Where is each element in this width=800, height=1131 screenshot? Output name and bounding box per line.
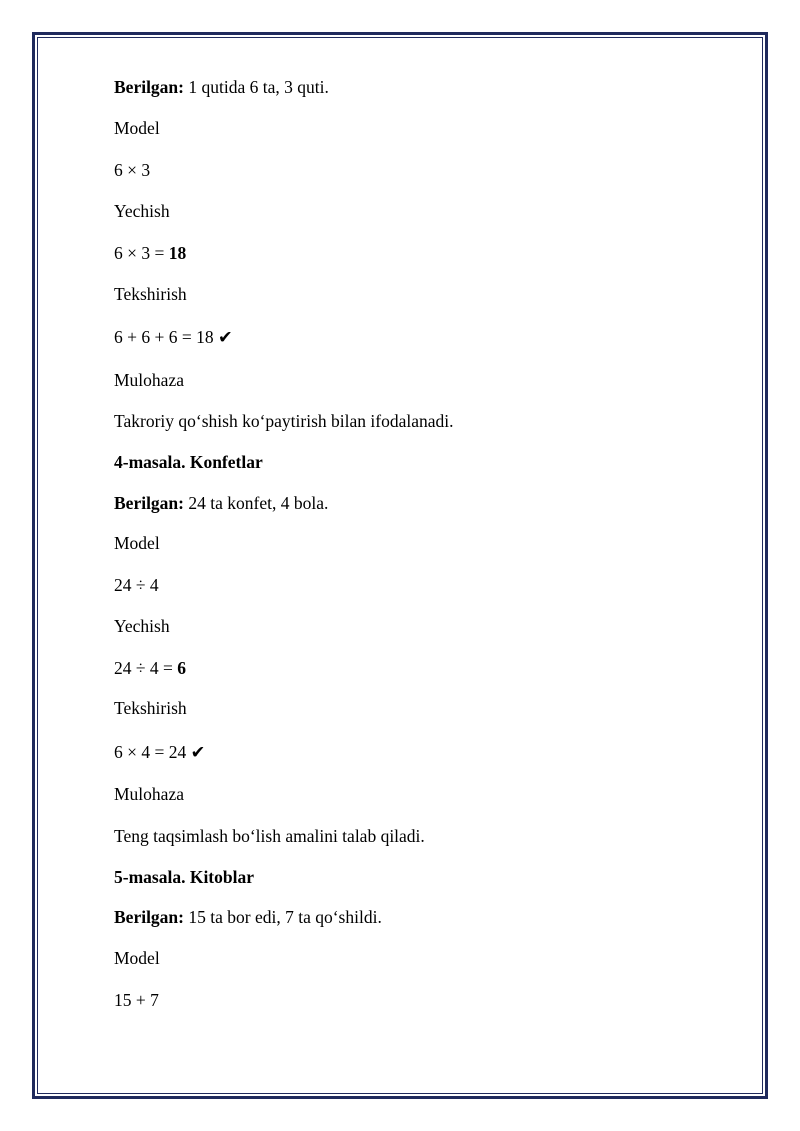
page-border-inner — [37, 37, 763, 1094]
model-label: Model — [114, 118, 160, 138]
section-heading: 5-masala. Kitoblar — [114, 867, 254, 887]
solution-label: Yechish — [114, 616, 170, 636]
remark-label: Mulohaza — [114, 370, 184, 390]
model-expression: 6 × 3 — [114, 160, 151, 180]
check-line: 6 × 4 = 24 ✔ — [114, 742, 206, 762]
remark-text: Teng taqsimlash bo‘lish amalini talab qiladi. — [114, 826, 425, 846]
model-label: Model — [114, 533, 160, 553]
model-label: Model — [114, 948, 160, 968]
solution-line: 24 ÷ 4 = 6 — [114, 658, 186, 678]
given-line: Berilgan: 24 ta konfet, 4 bola. — [114, 493, 329, 513]
model-expression: 15 + 7 — [114, 990, 159, 1010]
solution-label: Yechish — [114, 201, 170, 221]
remark-label: Mulohaza — [114, 784, 184, 804]
check-label: Tekshirish — [114, 284, 187, 304]
model-expression: 24 ÷ 4 — [114, 575, 159, 595]
section-heading: 4-masala. Konfetlar — [114, 452, 263, 472]
given-line: Berilgan: 15 ta bor edi, 7 ta qo‘shildi. — [114, 907, 382, 927]
remark-text: Takroriy qo‘shish ko‘paytirish bilan ifodalanadi. — [114, 411, 454, 431]
check-label: Tekshirish — [114, 698, 187, 718]
given-line: Berilgan: 1 qutida 6 ta, 3 quti. — [114, 77, 329, 97]
solution-line: 6 × 3 = 18 — [114, 243, 187, 263]
check-line: 6 + 6 + 6 = 18 ✔ — [114, 327, 233, 347]
